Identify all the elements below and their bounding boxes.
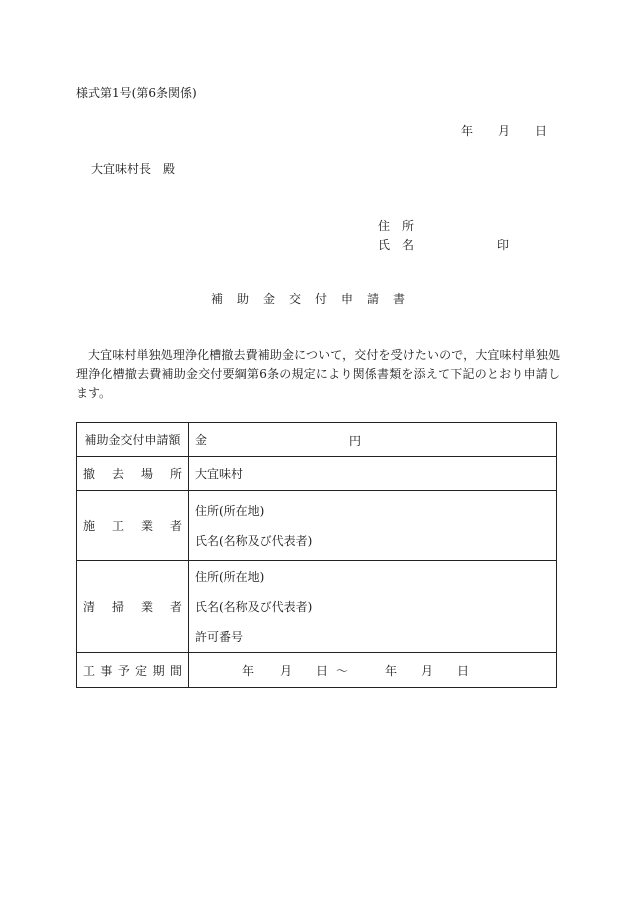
cleaner-name-line: 氏名(名称及び代表者) — [195, 599, 313, 614]
addressee: 大宜味村長 殿 — [91, 162, 176, 176]
document-title: 補助金交付申請書 — [210, 292, 419, 306]
label-period — [77, 662, 188, 679]
label-char: 去 — [111, 467, 124, 481]
applicant-name-label: 氏 名 — [378, 238, 415, 252]
seal-mark: 印 — [497, 238, 510, 252]
label-contractor — [77, 517, 188, 534]
contractor-value-cell[interactable] — [189, 491, 557, 561]
contractor-address-line: 住所(所在地) — [195, 503, 265, 518]
label-char: 施 — [83, 519, 96, 533]
label-char: 所 — [169, 467, 182, 481]
yen-suffix: 円 — [349, 434, 362, 448]
label-cleaner — [77, 598, 188, 615]
period-year1: 年 — [242, 664, 255, 678]
label-char: 定 — [135, 663, 148, 678]
form-number: 様式第1号(第6条関係) — [76, 86, 197, 100]
date-year-label: 年 — [461, 124, 474, 138]
label-char: 清 — [83, 600, 96, 614]
cleaner-permit-line: 許可番号 — [195, 629, 244, 644]
label-cell-removal-location — [77, 457, 189, 491]
label-char: 事 — [100, 663, 113, 678]
period-month2: 月 — [421, 664, 434, 678]
table-row-amount — [77, 423, 557, 457]
table-row-period — [77, 653, 557, 688]
label-char: 者 — [169, 600, 182, 614]
amount-value-cell[interactable] — [189, 423, 557, 457]
application-table — [76, 422, 557, 688]
label-amount: 補助金交付申請額 — [84, 433, 181, 447]
removal-location-value-cell[interactable] — [189, 457, 557, 491]
removal-location-value: 大宜味村 — [195, 467, 244, 481]
label-cell-contractor — [77, 491, 189, 561]
application-body-text: 大宜味村単独処理浄化槽撤去費補助金について，交付を受けたいので，大宜味村単独処理浄化槽撤去費補助金交付要綱第6条の規定により関係書類を添えて下記のとおり申請します。 — [76, 348, 560, 400]
yen-prefix: 金 — [195, 433, 208, 447]
label-cell-amount — [77, 423, 189, 457]
label-char: 掃 — [111, 600, 124, 614]
period-day1: 日 — [316, 664, 329, 678]
label-char: 場 — [140, 467, 153, 481]
table-row-contractor — [77, 491, 557, 561]
period-year2: 年 — [385, 664, 398, 678]
label-char: 間 — [169, 663, 182, 678]
date-day-label: 日 — [535, 124, 548, 138]
period-day2: 日 — [457, 664, 470, 678]
label-char: 業 — [140, 600, 153, 614]
label-char: 撤 — [83, 467, 96, 481]
period-tilde: 〜 — [336, 664, 349, 678]
label-char: 業 — [140, 519, 153, 533]
table-row-cleaner — [77, 561, 557, 653]
cleaner-address-line: 住所(所在地) — [195, 569, 265, 584]
label-cell-cleaner — [77, 561, 189, 653]
applicant-address-label: 住 所 — [378, 219, 415, 233]
table-row-removal-location — [77, 457, 557, 491]
label-char: 工 — [83, 663, 96, 678]
label-char: 予 — [117, 663, 130, 678]
period-value-cell[interactable] — [189, 653, 557, 688]
label-char: 者 — [169, 519, 182, 533]
label-cell-period — [77, 653, 189, 688]
contractor-name-line: 氏名(名称及び代表者) — [195, 533, 313, 548]
period-month1: 月 — [280, 664, 293, 678]
label-char: 工 — [111, 519, 124, 533]
cleaner-value-cell[interactable] — [189, 561, 557, 653]
label-char: 期 — [152, 663, 165, 678]
label-removal-location — [77, 465, 188, 482]
date-month-label: 月 — [498, 124, 511, 138]
